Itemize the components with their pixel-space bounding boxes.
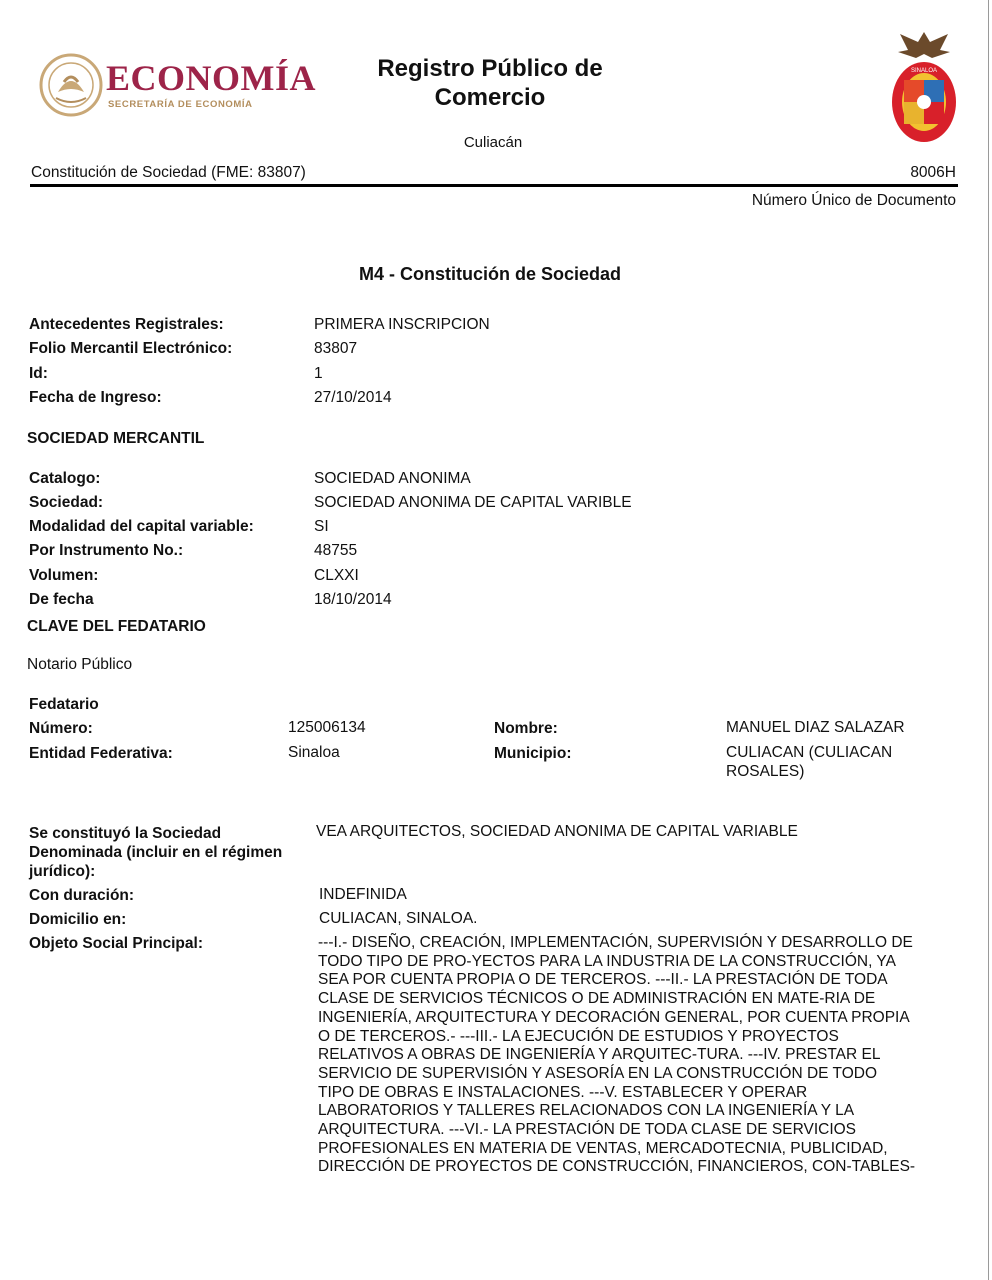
sinaloa-seal	[888, 28, 960, 146]
municipio-value-line-2: ROSALES)	[726, 763, 805, 780]
objeto-label: Objeto Social Principal:	[29, 935, 203, 952]
field-value: SI	[314, 518, 329, 535]
objeto-line: SERVICIO DE SUPERVISIÓN Y ASESORÍA EN LA CONSTRUCCIÓN DE TODO	[318, 1064, 878, 1082]
entidad-value: Sinaloa	[288, 744, 340, 761]
document-title	[330, 54, 650, 112]
duracion-label: Con duración:	[29, 887, 135, 904]
title-line-2: Comercio	[434, 84, 546, 111]
nombre-label: Nombre:	[494, 720, 558, 737]
economia-subtitle: SECRETARÍA DE ECONOMÍA	[108, 99, 253, 110]
objeto-line: ARQUITECTURA. ---VI.- LA PRESTACIÓN DE TODA CLASE DE SERVICIOS	[318, 1121, 857, 1139]
objeto-line: SEA POR CUENTA PROPIA O DE TERCEROS. ---II.- LA PRESTACIÓN DE TODA	[318, 971, 888, 989]
field-label: Sociedad:	[29, 494, 104, 511]
municipio-label: Municipio:	[494, 745, 572, 762]
header-divider	[30, 184, 958, 187]
objeto-line: O DE TERCEROS.- ---III.- LA EJECUCIÓN DE ESTUDIOS Y PROYECTOS	[318, 1027, 839, 1045]
denominada-label-line-1: Se constituyó la Sociedad	[29, 825, 222, 842]
field-label: Modalidad del capital variable:	[29, 518, 254, 535]
objeto-line: TODO TIPO DE PRO-YECTOS PARA LA INDUSTRIA DE LA CONSTRUCCIÓN, YA	[318, 952, 896, 970]
document-number-label: Número Único de Documento	[751, 192, 956, 209]
municipio-value-line-1: CULIACAN (CULIACAN	[726, 744, 893, 761]
field-value: 1	[314, 365, 323, 382]
field-value: 48755	[314, 542, 358, 559]
denominada-label-line-3: jurídico):	[29, 863, 96, 880]
objeto-line: PROFESIONALES EN MATERIA DE VENTAS, MERCADOTECNIA, PUBLICIDAD,	[318, 1139, 888, 1157]
field-value: PRIMERA INSCRIPCION	[314, 316, 490, 333]
sociedad-heading: SOCIEDAD MERCANTIL	[27, 430, 205, 447]
field-value: 27/10/2014	[314, 389, 392, 406]
mexico-coat-of-arms-icon	[38, 52, 104, 118]
objeto-line: TIPO DE OBRAS E INSTALACIONES. ---V. ESTABLECER Y OPERAR	[318, 1083, 808, 1101]
field-value: 83807	[314, 340, 358, 357]
field-value: CLXXI	[314, 567, 359, 584]
field-value: SOCIEDAD ANONIMA DE CAPITAL VARIBLE	[314, 494, 632, 511]
objeto-social-text	[318, 934, 958, 1177]
field-value: SOCIEDAD ANONIMA	[314, 470, 471, 487]
numero-label: Número:	[29, 720, 93, 737]
field-label: Id:	[29, 365, 48, 382]
field-label: Folio Mercantil Electrónico:	[29, 340, 233, 357]
numero-value: 125006134	[288, 719, 366, 736]
title-line-1: Registro Público de	[377, 55, 603, 82]
field-label: Volumen:	[29, 567, 99, 584]
field-label: Antecedentes Registrales:	[29, 316, 224, 333]
fedatario-heading: Fedatario	[29, 696, 99, 713]
denominada-value: VEA ARQUITECTOS, SOCIEDAD ANONIMA DE CAPITAL VARIABLE	[316, 823, 798, 840]
domicilio-label: Domicilio en:	[29, 911, 127, 928]
objeto-line: ---I.- DISEÑO, CREACIÓN, IMPLEMENTACIÓN, SUPERVISIÓN Y DESARROLLO DE	[318, 934, 913, 951]
field-label: Catalogo:	[29, 470, 101, 487]
objeto-line: INGENIERÍA, ARQUITECTURA Y DECORACIÓN GENERAL, POR CUENTA PROPIA	[318, 1008, 910, 1026]
objeto-line: LABORATORIOS Y TALLERES RELACIONADOS CON LA INGENIERÍA Y LA	[318, 1102, 855, 1120]
sinaloa-coat-of-arms-icon	[888, 28, 960, 146]
document-number: 8006H	[910, 164, 956, 181]
field-label: Fecha de Ingreso:	[29, 389, 162, 406]
field-label: De fecha	[29, 591, 94, 608]
denominada-label-line-2: Denominada (incluir en el régimen	[29, 844, 283, 861]
duracion-value: INDEFINIDA	[319, 886, 407, 903]
fme-reference: Constitución de Sociedad (FME: 83807)	[31, 164, 306, 181]
economia-title: ECONOMÍA	[106, 58, 316, 98]
domicilio-value: CULIACAN, SINALOA.	[319, 910, 478, 927]
entidad-label: Entidad Federativa:	[29, 745, 173, 762]
clave-heading: CLAVE DEL FEDATARIO	[27, 618, 206, 635]
objeto-line: DIRECCIÓN DE PROYECTOS DE CONSTRUCCIÓN, FINANCIEROS, CON-TABLES-	[318, 1158, 916, 1176]
objeto-line: CLASE DE SERVICIOS TÉCNICOS O DE ADMINISTRACIÓN EN MATE-RIA DE	[318, 990, 876, 1008]
city: Culiacán	[463, 134, 523, 151]
section-title: M4 - Constitución de Sociedad	[358, 264, 622, 284]
economia-logo	[38, 52, 328, 118]
notario-label: Notario Público	[27, 656, 133, 673]
seal-text: SINALOA	[910, 68, 938, 74]
field-label: Por Instrumento No.:	[29, 542, 184, 559]
objeto-line: RELATIVOS A OBRAS DE INGENIERÍA Y ARQUITEC-TURA. ---IV. PRESTAR EL	[318, 1046, 881, 1064]
page-edge	[988, 0, 989, 1280]
nombre-value: MANUEL DIAZ SALAZAR	[726, 719, 905, 736]
field-value: 18/10/2014	[314, 591, 392, 608]
